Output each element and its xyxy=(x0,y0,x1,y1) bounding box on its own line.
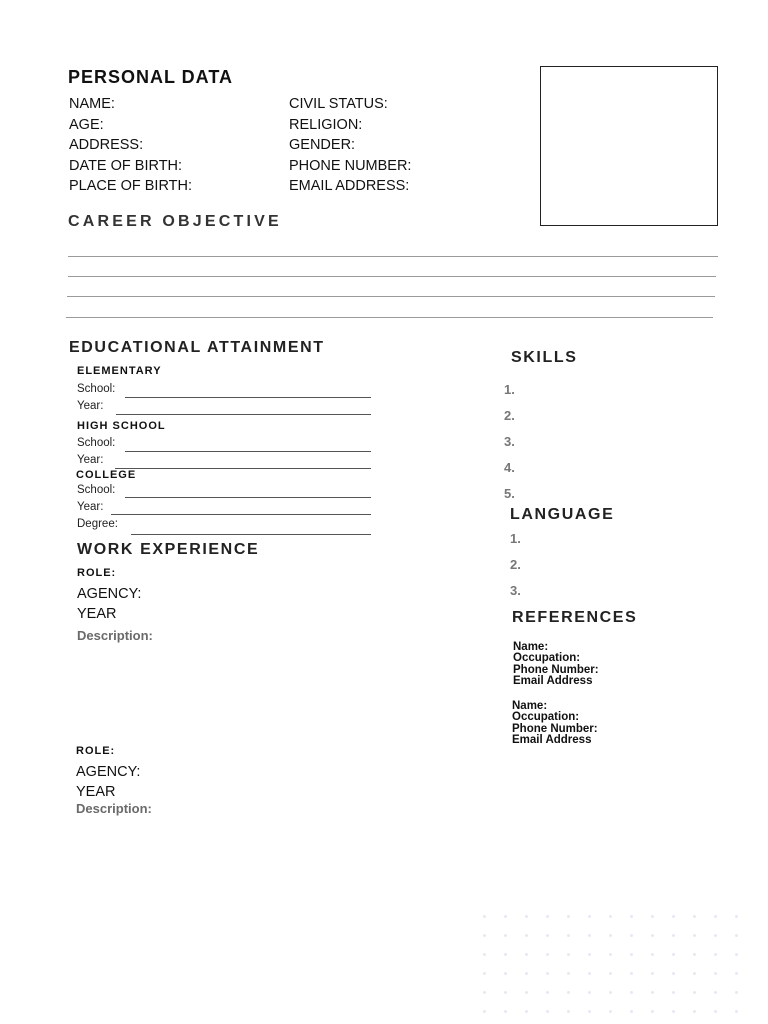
elementary-year-line xyxy=(116,414,371,415)
decorative-dot xyxy=(567,991,570,994)
decorative-dot xyxy=(714,915,717,918)
high-school-school-label: School: xyxy=(77,437,116,449)
objective-line-4 xyxy=(66,317,713,318)
skill-item: 1. xyxy=(504,382,515,397)
college-degree-label: Degree: xyxy=(77,518,118,530)
decorative-dot xyxy=(735,953,738,956)
decorative-dot xyxy=(504,991,507,994)
decorative-dot xyxy=(504,972,507,975)
work-year-label: YEAR xyxy=(77,606,117,622)
address-field-label: ADDRESS: xyxy=(69,137,144,153)
reference-occupation-label: Occupation: xyxy=(512,711,580,723)
college-year-line xyxy=(111,514,371,515)
decorative-dot xyxy=(714,953,717,956)
language-item: 3. xyxy=(510,583,521,598)
decorative-dot xyxy=(672,915,675,918)
decorative-dot xyxy=(567,915,570,918)
college-degree-line xyxy=(131,534,371,535)
decorative-dot xyxy=(588,915,591,918)
elementary-year-label: Year: xyxy=(77,400,104,412)
skill-item: 2. xyxy=(504,408,515,423)
objective-line-2 xyxy=(68,276,716,277)
work-experience-title: WORK EXPERIENCE xyxy=(77,541,260,558)
decorative-dot xyxy=(735,1010,738,1013)
decorative-dot xyxy=(588,1010,591,1013)
name-field-label: NAME: xyxy=(69,96,115,112)
decorative-dot xyxy=(609,934,612,937)
elementary-school-label: School: xyxy=(77,383,116,395)
decorative-dot xyxy=(504,1010,507,1013)
decorative-dot xyxy=(567,934,570,937)
decorative-dot xyxy=(672,991,675,994)
references-title: REFERENCES xyxy=(512,609,638,626)
decorative-dot xyxy=(735,915,738,918)
decorative-dot xyxy=(693,972,696,975)
decorative-dot xyxy=(693,991,696,994)
decorative-dot xyxy=(630,1010,633,1013)
college-label: COLLEGE xyxy=(76,469,137,481)
decorative-dot xyxy=(672,1010,675,1013)
work-agency-label: AGENCY: xyxy=(77,586,142,602)
decorative-dot xyxy=(651,991,654,994)
skill-item: 5. xyxy=(504,486,515,501)
email-address-field-label: EMAIL ADDRESS: xyxy=(289,178,410,194)
date-of-birth-field-label: DATE OF BIRTH: xyxy=(69,158,183,174)
decorative-dot xyxy=(567,953,570,956)
decorative-dot xyxy=(525,953,528,956)
reference-email-label: Email Address xyxy=(512,734,592,746)
work-year-label: YEAR xyxy=(76,784,116,800)
photo-placeholder-box xyxy=(540,66,718,226)
decorative-dot xyxy=(525,972,528,975)
college-school-label: School: xyxy=(77,484,116,496)
reference-name-label: Name: xyxy=(512,700,548,712)
decorative-dot xyxy=(630,972,633,975)
decorative-dot xyxy=(693,934,696,937)
elementary-label: ELEMENTARY xyxy=(77,365,162,377)
decorative-dot xyxy=(609,991,612,994)
decorative-dot xyxy=(504,934,507,937)
civil-status-field-label: CIVIL STATUS: xyxy=(289,96,388,112)
decorative-dot xyxy=(630,991,633,994)
decorative-dot xyxy=(588,953,591,956)
decorative-dot xyxy=(735,934,738,937)
decorative-dot xyxy=(588,934,591,937)
decorative-dot xyxy=(609,972,612,975)
decorative-dot xyxy=(546,972,549,975)
career-objective-title: CAREER OBJECTIVE xyxy=(68,213,282,230)
skill-item: 4. xyxy=(504,460,515,475)
decorative-dot xyxy=(546,953,549,956)
reference-email-label: Email Address xyxy=(513,675,593,687)
decorative-dot xyxy=(504,953,507,956)
educational-attainment-title: EDUCATIONAL ATTAINMENT xyxy=(69,339,325,356)
decorative-dot xyxy=(525,991,528,994)
decorative-dot xyxy=(735,991,738,994)
reference-occupation-label: Occupation: xyxy=(513,652,581,664)
high-school-label: HIGH SCHOOL xyxy=(77,420,166,432)
decorative-dot xyxy=(630,934,633,937)
decorative-dot xyxy=(525,934,528,937)
language-title: LANGUAGE xyxy=(510,506,615,523)
decorative-dot xyxy=(525,1010,528,1013)
work-description-label: Description: xyxy=(76,801,152,816)
place-of-birth-field-label: PLACE OF BIRTH: xyxy=(69,178,193,194)
work-role-label: ROLE: xyxy=(77,567,117,579)
work-role-label: ROLE: xyxy=(76,745,116,757)
high-school-school-line xyxy=(125,451,371,452)
decorative-dot xyxy=(483,934,486,937)
decorative-dot xyxy=(672,953,675,956)
decorative-dot xyxy=(609,915,612,918)
decorative-dot xyxy=(630,953,633,956)
decorative-dot xyxy=(525,915,528,918)
decorative-dot xyxy=(483,915,486,918)
decorative-dot xyxy=(714,1010,717,1013)
work-description-label: Description: xyxy=(77,628,153,643)
skill-item: 3. xyxy=(504,434,515,449)
decorative-dot xyxy=(630,915,633,918)
religion-field-label: RELIGION: xyxy=(289,117,363,133)
decorative-dot xyxy=(714,991,717,994)
decorative-dot xyxy=(693,953,696,956)
decorative-dot xyxy=(483,1010,486,1013)
decorative-dot xyxy=(672,934,675,937)
high-school-year-line xyxy=(115,468,371,469)
age-field-label: AGE: xyxy=(69,117,104,133)
decorative-dot xyxy=(651,1010,654,1013)
personal-data-title: PERSONAL DATA xyxy=(68,67,234,87)
decorative-dot xyxy=(693,1010,696,1013)
decorative-dot xyxy=(567,972,570,975)
decorative-dot xyxy=(651,953,654,956)
decorative-dot xyxy=(735,972,738,975)
reference-phone-label: Phone Number: xyxy=(512,723,598,735)
decorative-dot xyxy=(483,991,486,994)
decorative-dot xyxy=(714,972,717,975)
decorative-dot xyxy=(651,915,654,918)
decorative-dot xyxy=(483,972,486,975)
decorative-dot xyxy=(651,972,654,975)
decorative-dot xyxy=(651,934,654,937)
decorative-dot xyxy=(546,1010,549,1013)
decorative-dot xyxy=(546,934,549,937)
reference-phone-label: Phone Number: xyxy=(513,664,599,676)
decorative-dot xyxy=(483,953,486,956)
decorative-dot xyxy=(714,934,717,937)
skills-title: SKILLS xyxy=(511,349,578,366)
decorative-dot xyxy=(672,972,675,975)
language-item: 2. xyxy=(510,557,521,572)
decorative-dot xyxy=(567,1010,570,1013)
college-year-label: Year: xyxy=(77,501,104,513)
decorative-dot xyxy=(693,915,696,918)
objective-line-1 xyxy=(68,256,718,257)
high-school-year-label: Year: xyxy=(77,454,104,466)
decorative-dot xyxy=(588,991,591,994)
decorative-dot xyxy=(609,953,612,956)
language-item: 1. xyxy=(510,531,521,546)
objective-line-3 xyxy=(67,296,715,297)
decorative-dot xyxy=(609,1010,612,1013)
decorative-dot xyxy=(504,915,507,918)
work-agency-label: AGENCY: xyxy=(76,764,141,780)
reference-name-label: Name: xyxy=(513,641,549,653)
elementary-school-line xyxy=(125,397,371,398)
gender-field-label: GENDER: xyxy=(289,137,356,153)
phone-number-field-label: PHONE NUMBER: xyxy=(289,158,412,174)
decorative-dot xyxy=(546,991,549,994)
decorative-dot xyxy=(588,972,591,975)
college-school-line xyxy=(125,497,371,498)
decorative-dot xyxy=(546,915,549,918)
